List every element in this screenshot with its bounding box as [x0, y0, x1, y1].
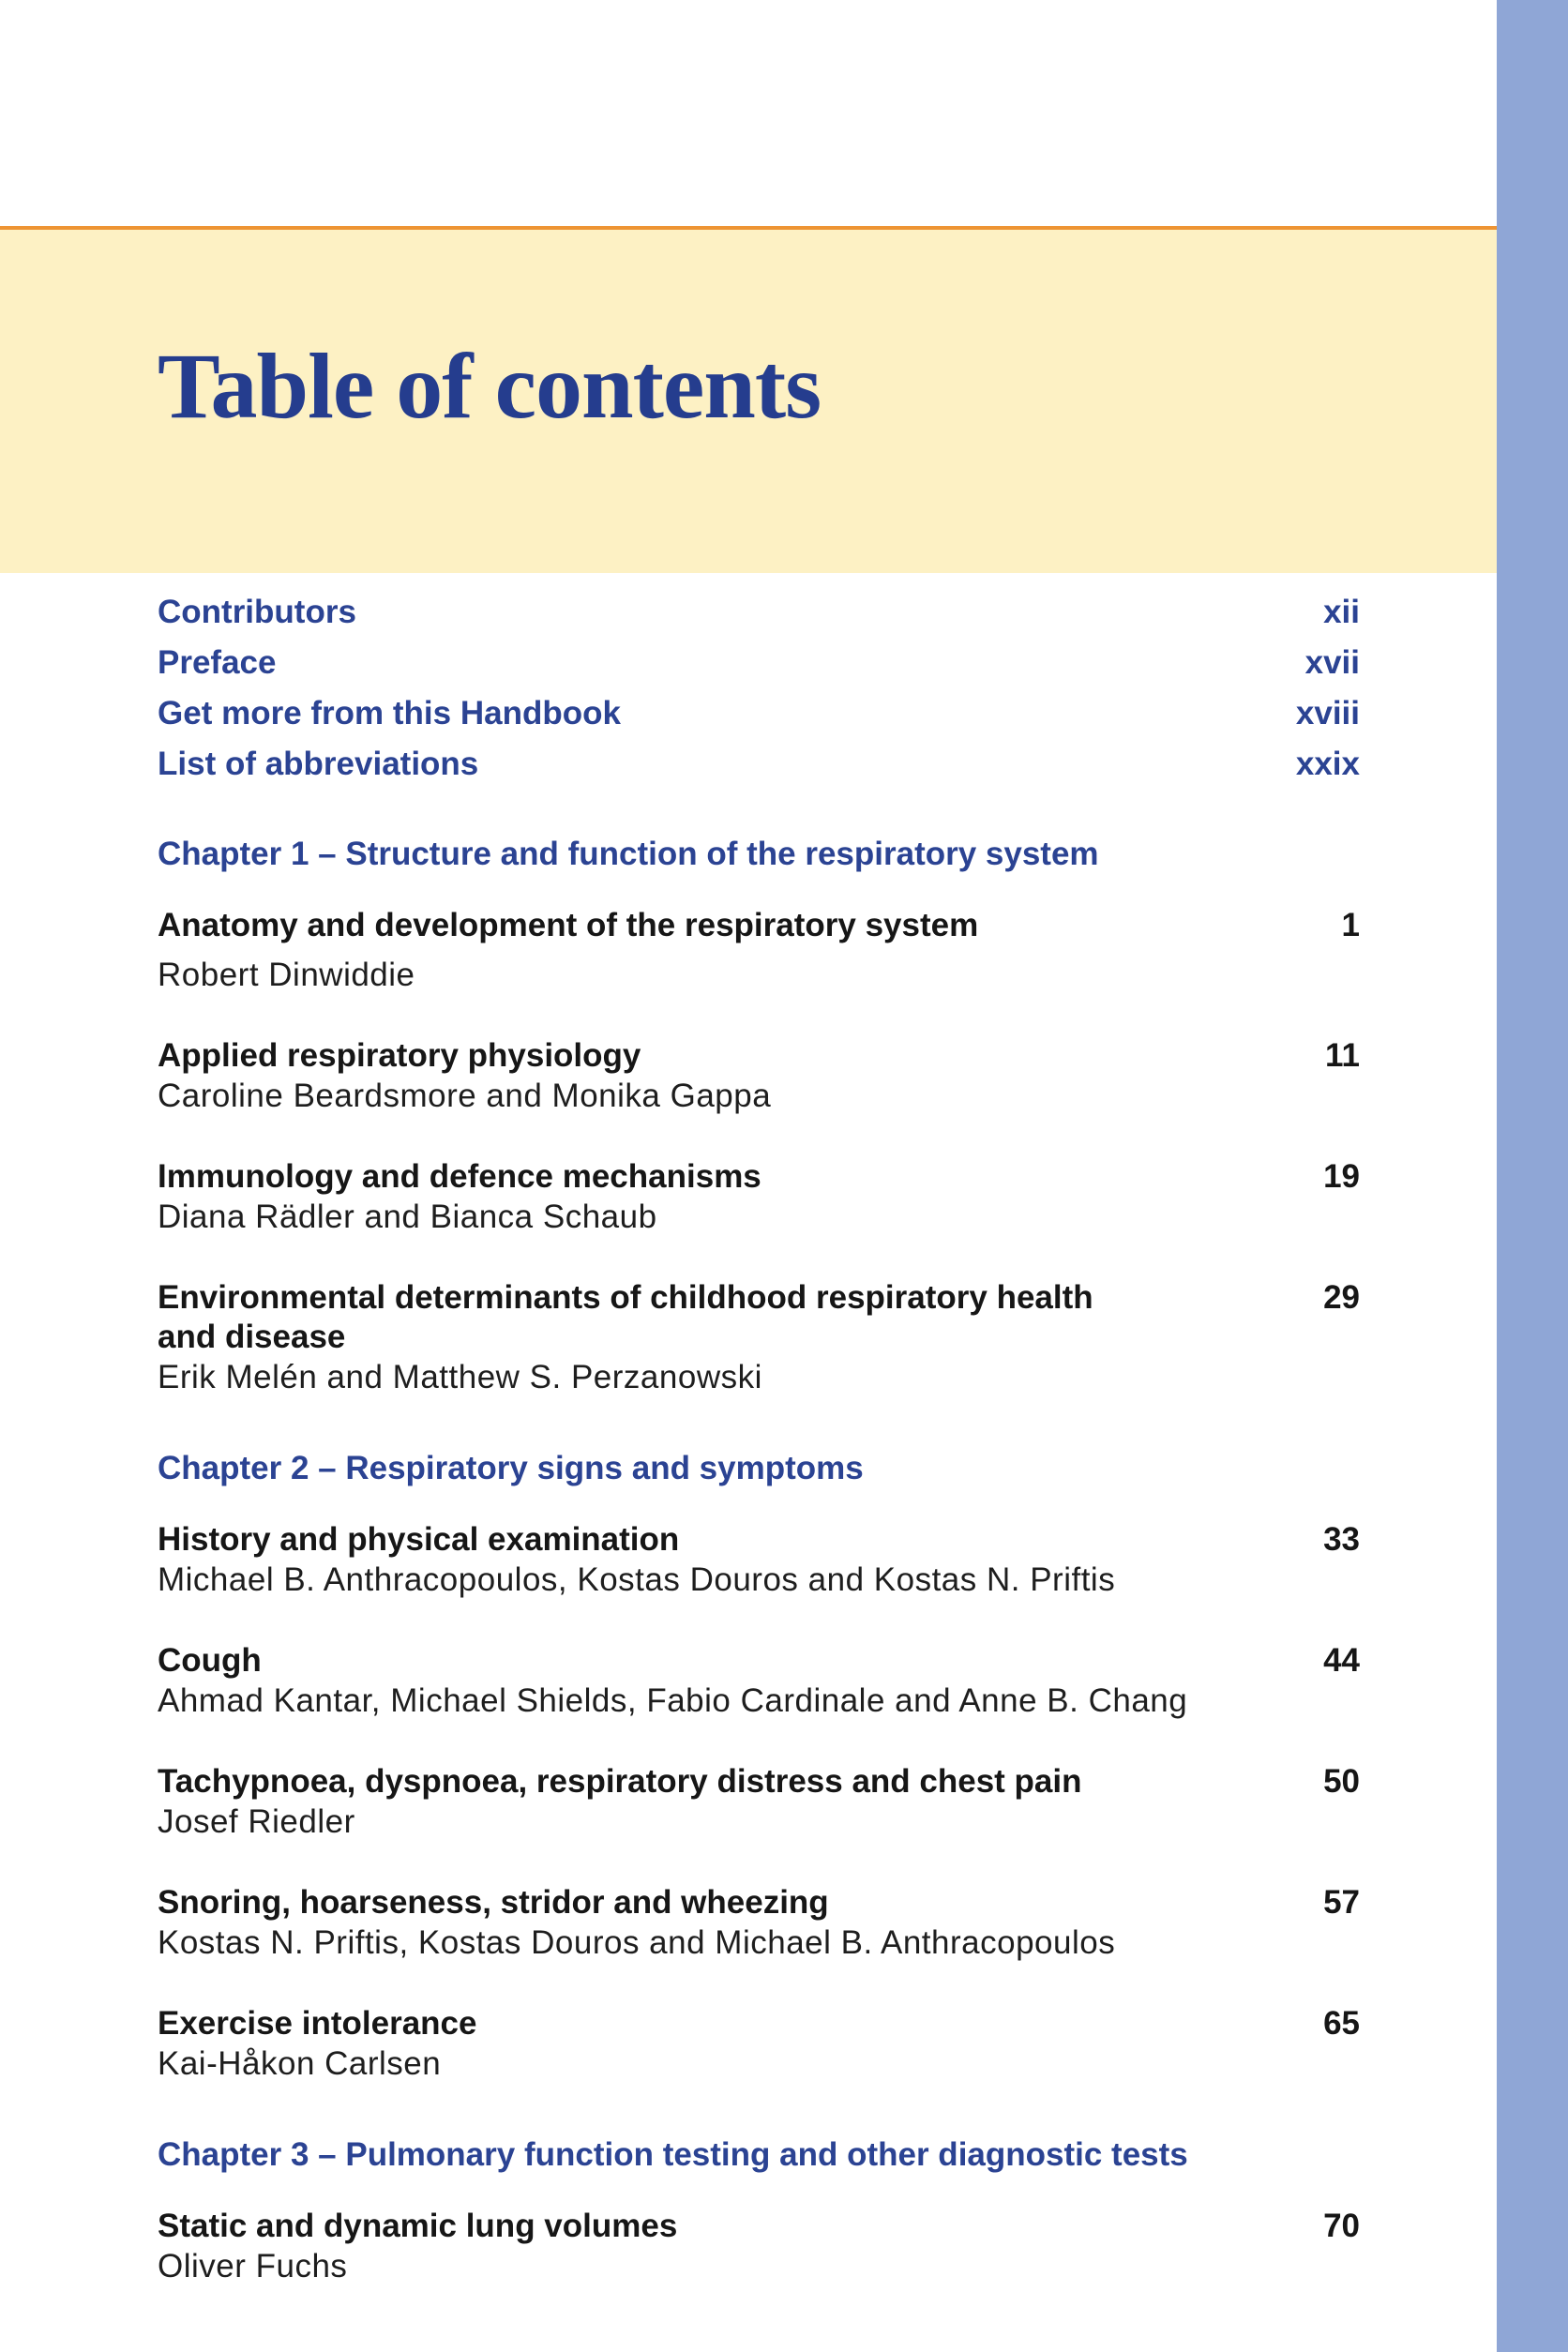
front-matter-item[interactable]: [158, 739, 1360, 790]
front-matter-page: xviii: [1295, 695, 1360, 731]
toc-entry[interactable]: [158, 1883, 1360, 1964]
toc-entry[interactable]: [158, 1641, 1360, 1722]
toc-content: [158, 587, 1360, 2287]
entry-page: 19: [1323, 1158, 1360, 1195]
toc-entry[interactable]: [158, 906, 1360, 996]
front-matter-list: [158, 587, 1360, 790]
chapter-heading[interactable]: Chapter 3 – Pulmonary function testing and other diagnostic tests: [158, 2136, 1188, 2173]
chapter-heading[interactable]: Chapter 1 – Structure and function of the respiratory system: [158, 836, 1099, 872]
entry-page: 50: [1323, 1763, 1360, 1800]
chapter-1: [158, 831, 1360, 1398]
entry-title: Exercise intolerance: [158, 2005, 477, 2042]
entry-page: 44: [1323, 1642, 1360, 1679]
toc-entry[interactable]: [158, 2004, 1360, 2085]
title-band-rule: [0, 226, 1497, 230]
front-matter-label: Contributors: [158, 594, 356, 630]
entry-authors: Diana Rädler and Bianca Schaub: [158, 1199, 657, 1235]
entry-authors: Michael B. Anthracopoulos, Kostas Douros and Kostas N. Priftis: [158, 1561, 1116, 1598]
entry-title: Static and dynamic lung volumes: [158, 2208, 678, 2244]
front-matter-page: xxix: [1295, 746, 1360, 782]
chapter-2: [158, 1445, 1360, 2085]
entry-authors: Kai-Håkon Carlsen: [158, 2045, 442, 2082]
front-matter-page: xvii: [1304, 644, 1360, 681]
entry-authors: Ahmad Kantar, Michael Shields, Fabio Cardinale and Anne B. Chang: [158, 1682, 1188, 1719]
front-matter-item[interactable]: [158, 688, 1360, 739]
front-matter-page: xii: [1323, 594, 1360, 630]
entry-page: 29: [1323, 1279, 1360, 1316]
entry-authors: Caroline Beardsmore and Monika Gappa: [158, 1078, 772, 1114]
entry-title: Applied respiratory physiology: [158, 1037, 641, 1074]
front-matter-item[interactable]: [158, 587, 1360, 638]
toc-entry[interactable]: [158, 1278, 1360, 1398]
front-matter-label: Preface: [158, 644, 277, 681]
entry-authors: Oliver Fuchs: [158, 2248, 348, 2284]
entry-title: Cough: [158, 1642, 262, 1679]
entry-title: Snoring, hoarseness, stridor and wheezing: [158, 1884, 829, 1921]
side-color-bar: [1497, 0, 1568, 2352]
entry-authors: Robert Dinwiddie: [158, 957, 415, 993]
entry-title: Tachypnoea, dyspnoea, respiratory distress and chest pain: [158, 1763, 1082, 1800]
entry-authors: Josef Riedler: [158, 1803, 355, 1840]
toc-entry[interactable]: [158, 2207, 1360, 2287]
entry-authors: Kostas N. Priftis, Kostas Douros and Michael B. Anthracopoulos: [158, 1924, 1116, 1961]
entry-title: History and physical examination: [158, 1521, 680, 1558]
front-matter-label: List of abbreviations: [158, 746, 479, 782]
chapter-3: [158, 2132, 1360, 2287]
entry-page: 33: [1323, 1521, 1360, 1558]
front-matter-label: Get more from this Handbook: [158, 695, 621, 731]
entry-page: 11: [1325, 1037, 1360, 1074]
entry-title: Immunology and defence mechanisms: [158, 1158, 761, 1195]
entry-title: Anatomy and development of the respiratory system: [158, 907, 979, 943]
front-matter-item[interactable]: [158, 638, 1360, 688]
chapter-heading[interactable]: Chapter 2 – Respiratory signs and symptoms: [158, 1450, 864, 1486]
entry-title: Environmental determinants of childhood respiratory health and disease: [158, 1279, 1093, 1355]
entry-authors: Erik Melén and Matthew S. Perzanowski: [158, 1359, 762, 1395]
entry-page: 65: [1323, 2005, 1360, 2042]
page-title: Table of contents: [158, 334, 822, 438]
toc-entry[interactable]: [158, 1762, 1360, 1843]
toc-entry[interactable]: [158, 1157, 1360, 1238]
toc-entry[interactable]: [158, 1520, 1360, 1601]
toc-entry[interactable]: [158, 1036, 1360, 1117]
entry-page: 70: [1323, 2208, 1360, 2244]
entry-page: 57: [1323, 1884, 1360, 1921]
entry-page: 1: [1341, 907, 1360, 943]
